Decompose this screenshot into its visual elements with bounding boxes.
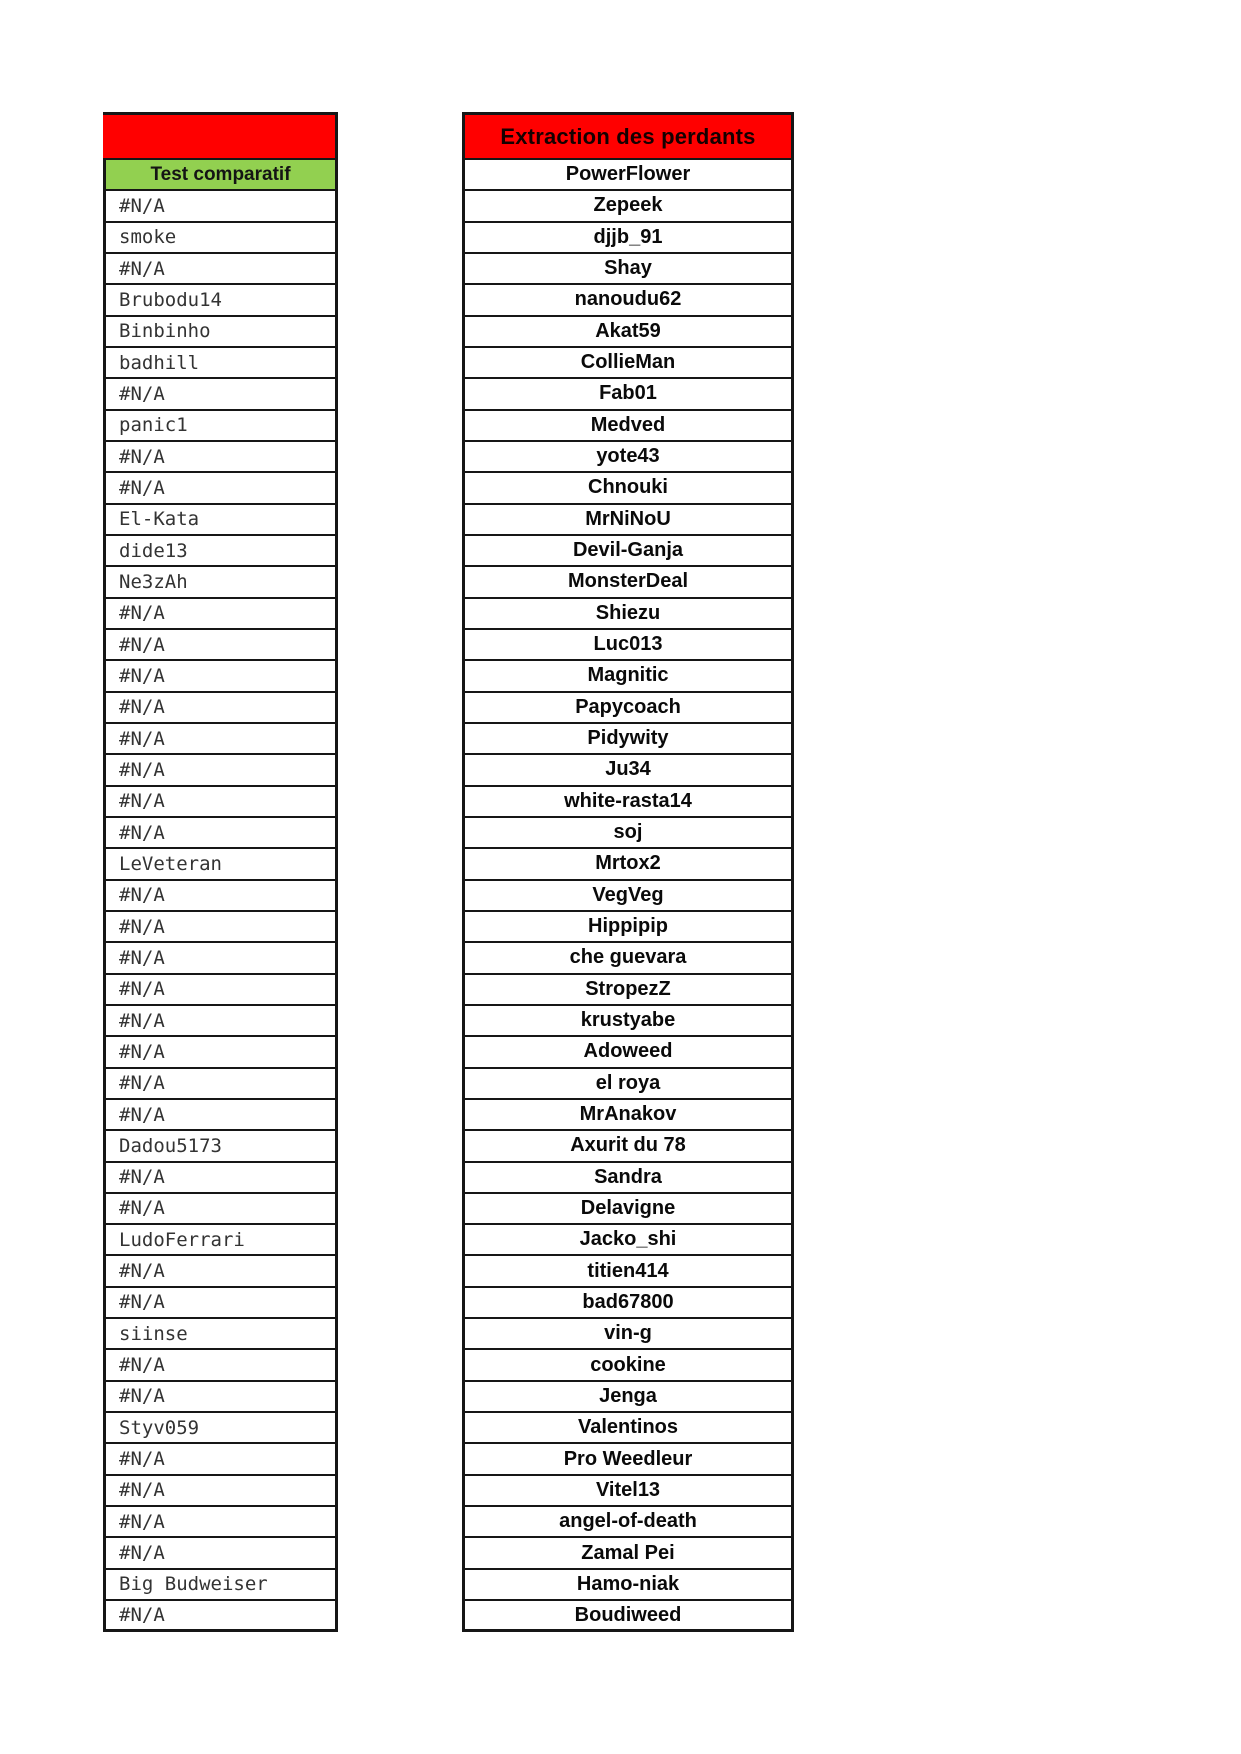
right-table-cell: StropezZ [462,975,794,1006]
right-table-cell: Pro Weedleur [462,1444,794,1475]
left-table-cell: #N/A [103,975,338,1006]
left-table-cell: #N/A [103,379,338,410]
right-table-cell: CollieMan [462,348,794,379]
right-table-cell: Shay [462,254,794,285]
left-table-cell: #N/A [103,1507,338,1538]
left-table-cell: #N/A [103,1350,338,1381]
right-table-cell: Zepeek [462,191,794,222]
left-table-cell: panic1 [103,411,338,442]
right-table-cell: Delavigne [462,1194,794,1225]
left-table-cell: dide13 [103,536,338,567]
left-table-cell: #N/A [103,661,338,692]
left-table-cell: #N/A [103,442,338,473]
left-table-cell: El-Kata [103,505,338,536]
right-table-cell: Pidywity [462,724,794,755]
left-table-cell: #N/A [103,1538,338,1569]
right-table-cell: Luc013 [462,630,794,661]
left-table-cell: siinse [103,1319,338,1350]
left-table-cell: #N/A [103,1288,338,1319]
left-table-cell: #N/A [103,693,338,724]
right-table-cell: VegVeg [462,881,794,912]
left-table-cell: #N/A [103,1037,338,1068]
left-table-cell: #N/A [103,1100,338,1131]
right-table-cell: angel-of-death [462,1507,794,1538]
left-table-cell: Styv059 [103,1413,338,1444]
left-table-cell: #N/A [103,1601,338,1632]
right-table-cell: soj [462,818,794,849]
right-table-cell: Zamal Pei [462,1538,794,1569]
right-table-cell: Chnouki [462,473,794,504]
right-table-cell: Fab01 [462,379,794,410]
left-red-band [103,112,338,160]
left-table-cell: #N/A [103,818,338,849]
left-table-cell: #N/A [103,881,338,912]
extraction-header-label: Extraction des perdants [500,123,756,149]
left-table-cell: #N/A [103,1444,338,1475]
right-table-cell: Valentinos [462,1413,794,1444]
left-table-cell: Dadou5173 [103,1131,338,1162]
right-table-cell: Jacko_shi [462,1225,794,1256]
left-table-cell: #N/A [103,912,338,943]
left-table-cell: #N/A [103,755,338,786]
right-table-body [462,160,794,1632]
right-table-cell: nanoudu62 [462,285,794,316]
right-table-cell: krustyabe [462,1006,794,1037]
right-table-cell: MonsterDeal [462,567,794,598]
right-table-cell: MrAnakov [462,1100,794,1131]
left-table-cell: #N/A [103,787,338,818]
left-table-cell: smoke [103,223,338,254]
right-table-cell: Devil-Ganja [462,536,794,567]
right-table-cell: cookine [462,1350,794,1381]
extraction-des-perdants-table [462,112,794,1632]
test-comparatif-header-label: Test comparatif [150,163,291,185]
left-table-cell: LudoFerrari [103,1225,338,1256]
right-table-cell: Vitel13 [462,1476,794,1507]
right-table-cell: white-rasta14 [462,787,794,818]
right-table-cell: bad67800 [462,1288,794,1319]
left-table-cell: #N/A [103,1476,338,1507]
right-table-cell: Ju34 [462,755,794,786]
left-table-body [103,191,338,1632]
extraction-header [462,112,794,160]
left-table-cell: #N/A [103,1256,338,1287]
right-table-cell: MrNiNoU [462,505,794,536]
right-table-cell: Medved [462,411,794,442]
right-table-cell: yote43 [462,442,794,473]
right-table-cell: el roya [462,1069,794,1100]
right-table-cell: Shiezu [462,599,794,630]
right-table-cell: Hamo-niak [462,1570,794,1601]
left-table-cell: #N/A [103,254,338,285]
left-table-cell: Ne3zAh [103,567,338,598]
right-table-cell: titien414 [462,1256,794,1287]
left-table-cell: #N/A [103,1194,338,1225]
right-table-cell: djjb_91 [462,223,794,254]
right-table-cell: che guevara [462,943,794,974]
right-table-cell: Adoweed [462,1037,794,1068]
right-table-cell: Boudiweed [462,1601,794,1632]
test-comparatif-table [103,112,338,1632]
right-table-cell: Hippipip [462,912,794,943]
right-table-cell: Axurit du 78 [462,1131,794,1162]
right-table-cell: Mrtox2 [462,849,794,880]
left-table-cell: LeVeteran [103,849,338,880]
left-table-cell: #N/A [103,943,338,974]
left-table-cell: badhill [103,348,338,379]
left-table-cell: #N/A [103,724,338,755]
left-table-cell: #N/A [103,630,338,661]
left-table-cell: #N/A [103,473,338,504]
left-table-cell: #N/A [103,191,338,222]
left-table-cell: #N/A [103,1069,338,1100]
left-table-cell: Binbinho [103,317,338,348]
right-table-cell: Magnitic [462,661,794,692]
right-table-cell: Akat59 [462,317,794,348]
left-table-cell: #N/A [103,1382,338,1413]
test-comparatif-header-row [103,160,338,191]
right-table-cell: Papycoach [462,693,794,724]
left-table-cell: #N/A [103,1006,338,1037]
left-table-cell: Brubodu14 [103,285,338,316]
left-table-cell: #N/A [103,1163,338,1194]
left-table-cell: Big Budweiser [103,1570,338,1601]
left-table-cell: #N/A [103,599,338,630]
right-table-cell: Sandra [462,1163,794,1194]
right-table-cell: PowerFlower [462,160,794,191]
right-table-cell: Jenga [462,1382,794,1413]
right-table-cell: vin-g [462,1319,794,1350]
